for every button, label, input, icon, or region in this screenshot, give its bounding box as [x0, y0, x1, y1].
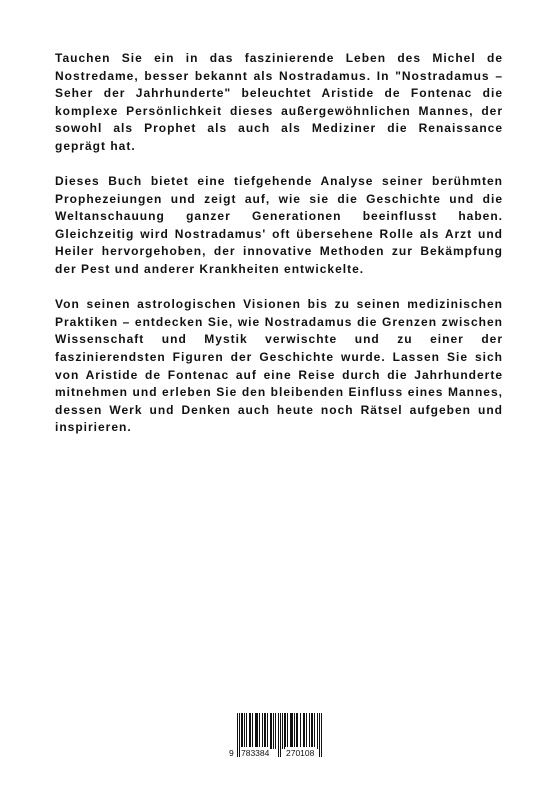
- barcode-right-digits: 270108: [286, 748, 315, 758]
- barcode-first-digit: 9: [229, 748, 234, 758]
- blurb-paragraph-1: Tauchen Sie ein in das faszinierende Leben des Michel de Nostredame, besser bekannt als Nostradamus. In "Nostradamus – Seher der Jahrhunderte" beleuchtet Aristide de Fontenac die komplexe Persönlichkeit dieses außergewöhnlichen Mannes, der sowohl als Prophet als auch als Mediziner die Renaissance geprägt hat.: [55, 51, 503, 153]
- barcode-left-digits: 783384: [241, 748, 270, 758]
- isbn-barcode: [229, 713, 331, 759]
- blurb-paragraph-2: Dieses Buch bietet eine tiefgehende Analyse seiner berühmten Prophezeiungen und zeigt auf, wie sie die Geschichte und die Weltanschauung ganzer Generationen beeinflusst haben. Gleichzeitig wird Nostradamus' oft übersehene Rolle als Arzt und Heiler hervorgehoben, der innovative Methoden zur Bekämpfung der Pest und anderer Krankheiten entwickelte.: [55, 174, 503, 277]
- barcode-digits: [229, 747, 331, 759]
- back-cover-blurb: [55, 50, 503, 454]
- blurb-paragraph-3: Von seinen astrologischen Visionen bis zu seinen medizinischen Praktiken – entdecken Sie, wie Nostradamus die Grenzen zwischen Wissenschaft und Mystik verwischte und zu einer der faszinierendsten Figuren der Geschichte wurde. Lassen Sie sich von Aristide de Fontenac auf eine Reise durch die Jahrhunderte mitnehmen und erleben Sie den bleibenden Einfluss eines Mannes, dessen Werk und Denken auch heute noch Rätsel aufgeben und inspirieren.: [55, 297, 503, 435]
